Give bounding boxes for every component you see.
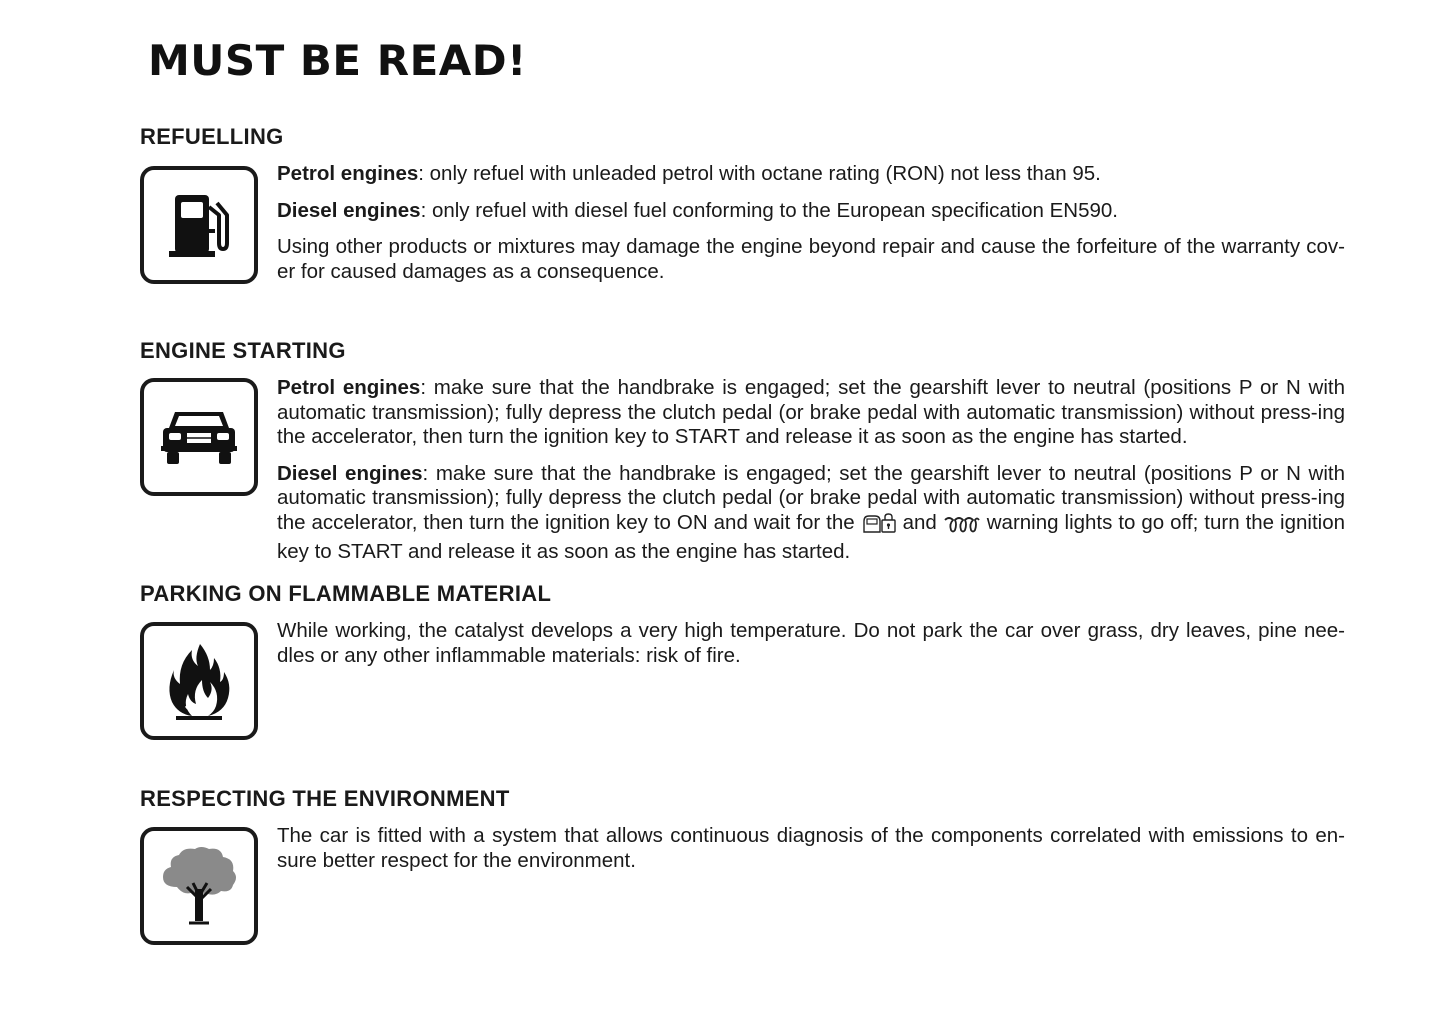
refuelling-warning-paragraph: Using other products or mixtures may damage the engine beyond repair and cause the forfeiture of the warranty cov-er for caused damages as a consequence. xyxy=(277,235,1345,283)
flame-icon xyxy=(140,622,258,740)
engine-starting-body xyxy=(277,376,1345,577)
engine-starting-petrol-paragraph xyxy=(277,376,1345,450)
parking-body xyxy=(277,619,1345,680)
diesel-engines-label: Diesel engines xyxy=(277,461,423,485)
environment-body xyxy=(277,824,1345,885)
diesel-engines-text: : only refuel with diesel fuel conforming to the European specification EN590. xyxy=(420,198,1118,222)
engine-starting-diesel-paragraph xyxy=(277,462,1345,565)
tree-icon xyxy=(140,827,258,945)
petrol-engines-text: : only refuel with unleaded petrol with octane rating (RON) not less than 95. xyxy=(418,162,1101,185)
refuelling-body xyxy=(277,162,1345,296)
section-heading-parking: PARKING ON FLAMMABLE MATERIAL xyxy=(140,581,552,606)
diesel-engines-text-3: warning lights to go off; turn the ignition key to START and release it as soon as the engine has started. xyxy=(277,510,1346,563)
fuel-pump-icon xyxy=(140,166,258,284)
refuelling-diesel-paragraph xyxy=(277,199,1345,224)
parking-paragraph: While working, the catalyst develops a very high temperature. Do not park the car over grass, dry leaves, pine nee-dles or any other inflammable materials: risk of fire. xyxy=(277,619,1345,667)
diesel-engines-text-1: : make sure that the handbrake is engaged; set the gearshift lever to neutral (positions P or N with automatic transmission); fully depress the clutch pedal (or brake pedal with automatic transmission) without press-ing the accelerator, then turn the ignition key to ON and wait for the xyxy=(277,461,1345,534)
petrol-engines-label: Petrol engines xyxy=(277,162,419,185)
diesel-engines-label: Diesel engines xyxy=(277,198,421,222)
diesel-engines-text-2: and xyxy=(896,510,943,534)
section-heading-environment: RESPECTING THE ENVIRONMENT xyxy=(140,786,510,811)
section-heading-refuelling: REFUELLING xyxy=(140,124,284,149)
immobilizer-warning-icon xyxy=(861,512,897,541)
petrol-engines-text: : make sure that the handbrake is engaged; set the gearshift lever to neutral (positions P or N with automatic transmission); fully depress the clutch pedal (or brake pedal with automatic transmission) without press-ing the accelerator, then turn the ignition key to START and release it as soon as the engine has started. xyxy=(277,376,1345,448)
section-heading-engine-starting: ENGINE STARTING xyxy=(140,338,346,363)
refuelling-petrol-paragraph xyxy=(277,162,1345,187)
glow-plug-warning-icon xyxy=(943,514,981,541)
environment-paragraph: The car is fitted with a system that allows continuous diagnosis of the components correlated with emissions to en-sure better respect for the environment. xyxy=(277,824,1345,872)
petrol-engines-label: Petrol engines xyxy=(277,376,421,399)
page-title: MUST BE READ! xyxy=(148,36,527,85)
car-front-icon xyxy=(140,378,258,496)
